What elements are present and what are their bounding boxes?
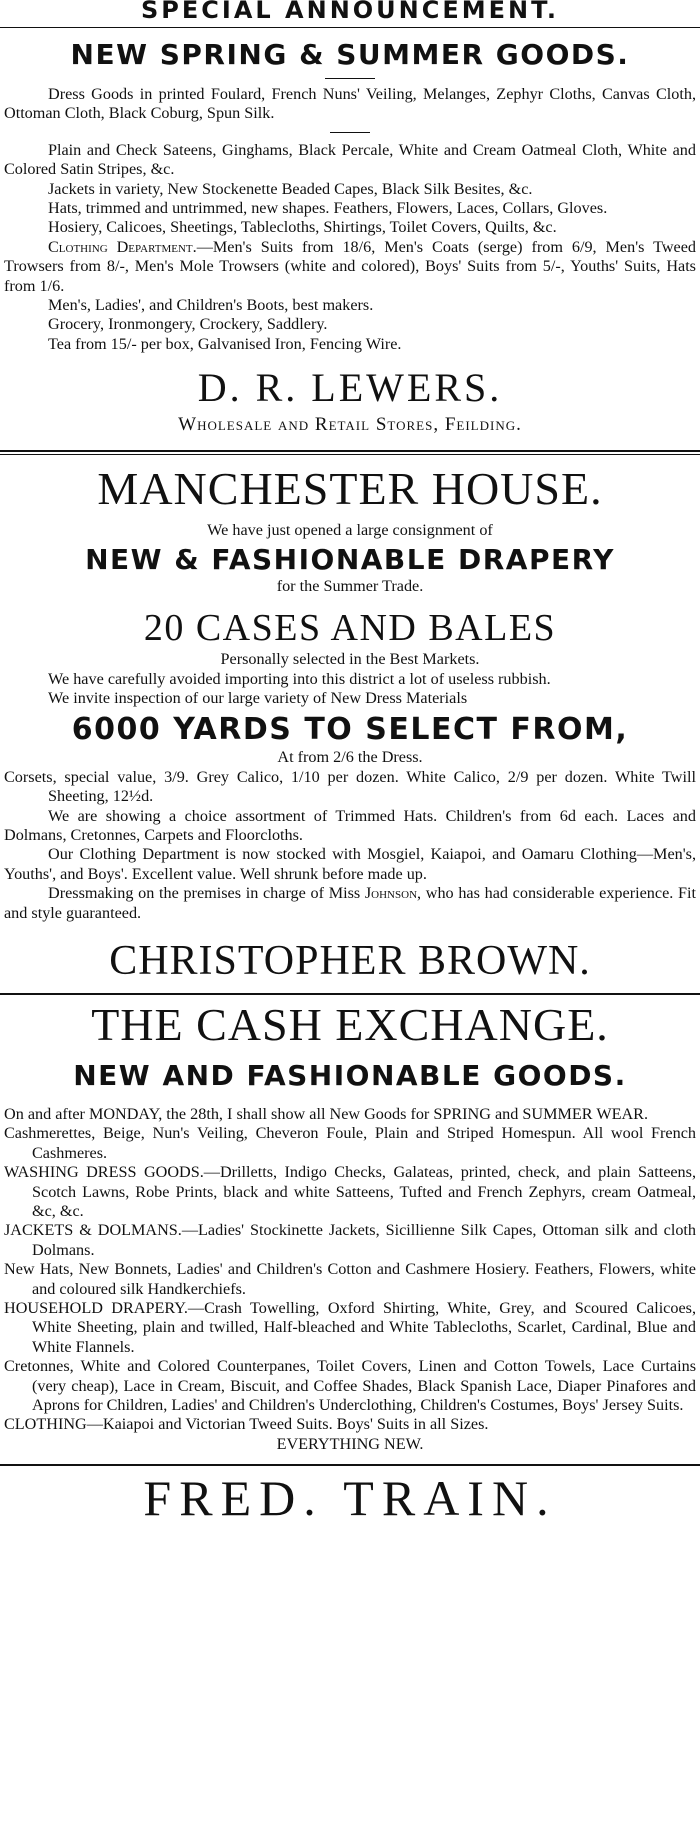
- ad2-title: MANCHESTER HOUSE.: [97, 463, 603, 515]
- ad3-paragraph: JACKETS & DOLMANS.—Ladies' Stockinette Jackets, Sicillienne Silk Capes, Ottoman silk and cloth Dolmans.: [4, 1221, 696, 1259]
- section-divider: [0, 993, 700, 995]
- ad3-title: THE CASH EXCHANGE.: [91, 998, 609, 1050]
- ad1-paragraph: Plain and Check Sateens, Ginghams, Black Percale, White and Cream Oatmeal Cloth, White and Colored Satin Stripes, &c.: [4, 140, 696, 179]
- ad3-closing: EVERYTHING NEW.: [276, 1434, 424, 1453]
- ad-cash-exchange: [0, 999, 700, 1528]
- ad2-body-2: [4, 748, 696, 923]
- ad1-line: Men's, Ladies', and Children's Boots, best makers.: [48, 296, 374, 315]
- ad1-line: Tea from 15/- per box, Galvanised Iron, Fencing Wire.: [48, 334, 402, 353]
- ad1-headline: NEW SPRING & SUMMER GOODS.: [70, 38, 630, 71]
- ad2-paragraph: We invite inspection of our large variety of New Dress Materials: [48, 688, 468, 707]
- ad3-paragraph: Cashmerettes, Beige, Nun's Veiling, Cheveron Foule, Plain and Striped Homespun. All wool French Cashmeres.: [4, 1124, 696, 1162]
- ad1-small-divider: [330, 132, 370, 133]
- ad2-paragraph: Our Clothing Department is now stocked with Mosgiel, Kaiapoi, and Oamaru Clothing—Men's, Youths', and Boys'. Excellent value. Well shrunk before made up.: [4, 845, 696, 883]
- ad2-headline: NEW & FASHIONABLE DRAPERY: [85, 542, 615, 576]
- ad2-dress-pre: Dressmaking on the premises in charge of Miss: [48, 884, 365, 903]
- ad-manchester-house: [0, 463, 700, 985]
- ad1-paragraph: Dress Goods in printed Foulard, French Nuns' Veiling, Melanges, Zephyr Cloths, Canvas Cloth, Ottoman Cloth, Black Coburg, Spun Silk.: [4, 85, 696, 123]
- ad3-paragraph: HOUSEHOLD DRAPERY.—Crash Towelling, Oxford Shirting, White, Grey, and Scoured Calicoes, White Sheeting, plain and twilled, Half-bleached and White Tablecloths, Scarlet, Cardinal, Blue and White Flannels.: [4, 1299, 696, 1356]
- ad2-body: [4, 650, 696, 708]
- ad2-signature: CHRISTOPHER BROWN.: [109, 937, 591, 984]
- ad3-paragraph: CLOTHING—Kaiapoi and Victorian Tweed Suits. Boys' Suits in all Sizes.: [4, 1415, 489, 1434]
- ad3-signature: FRED. TRAIN.: [143, 1470, 557, 1527]
- ad2-dress-name: Johnson: [364, 884, 418, 903]
- ad3-signature-rule: [0, 1464, 700, 1466]
- ad2-paragraph: We are showing a choice assortment of Trimmed Hats. Children's from 6d each. Laces and Dolmans, Cretonnes, Carpets and Floorcloths.: [4, 806, 696, 844]
- ad3-paragraph: New Hats, New Bonnets, Ladies' and Children's Cotton and Cashmere Hosiery. Feathers, Flowers, white and coloured silk Handkerchiefs.: [4, 1260, 696, 1298]
- section-divider: [0, 450, 700, 455]
- ad2-line: Personally selected in the Best Markets.: [220, 650, 480, 669]
- ad1-signature: D. R. LEWERS.: [197, 365, 503, 411]
- ad2-headline2: 20 CASES AND BALES: [143, 607, 557, 650]
- ad1-clothing-label: Clothing Department.: [48, 237, 197, 256]
- ad2-paragraph: We have carefully avoided importing into this district a lot of useless rubbish.: [48, 669, 551, 688]
- ad3-paragraph: On and after MONDAY, the 28th, I shall show all New Goods for SPRING and SUMMER WEAR.: [4, 1104, 649, 1123]
- ad2-headline3: 6000 YARDS TO SELECT FROM,: [71, 712, 629, 748]
- ad1-title-rule: [0, 27, 700, 28]
- ad3-body: [4, 1105, 696, 1454]
- ad2-dress-post: , who has had considerable experience. Fit and style guaranteed.: [4, 884, 696, 922]
- ad1-clothing-text: —Men's Suits from 18/6, Men's Coats (serge) from 6/9, Men's Tweed Trowsers from 8/-, Men's Mole Trowsers (white and colored), Boys' Suits from 5/-, Youths' Suits, Hats from 1/6.: [4, 237, 696, 295]
- ad1-paragraph: Jackets in variety, New Stockenette Beaded Capes, Black Silk Besites, &c.: [48, 179, 533, 198]
- ad1-line: Grocery, Ironmongery, Crockery, Saddlery.: [48, 315, 328, 334]
- ad1-divider: [325, 78, 375, 79]
- ad-lewers: [0, 0, 700, 436]
- ad1-title: SPECIAL ANNOUNCEMENT.: [141, 0, 559, 24]
- ad1-clothing-paragraph: [4, 238, 696, 296]
- ad2-paragraph: Corsets, special value, 3/9. Grey Calico, 1/10 per dozen. White Calico, 2/9 per dozen. White Twill Sheeting, 12½d.: [4, 767, 696, 806]
- ad1-body: [4, 85, 696, 354]
- ad2-paragraph: [4, 884, 696, 923]
- ad2-intro: We have just opened a large consignment of: [207, 521, 493, 540]
- ad1-subsignature: Wholesale and Retail Stores, Feilding.: [178, 414, 522, 436]
- ad2-line: At from 2/6 the Dress.: [277, 748, 423, 767]
- ad2-sub-intro: for the Summer Trade.: [276, 576, 424, 595]
- ad3-paragraph: WASHING DRESS GOODS.—Drilletts, Indigo Checks, Galateas, printed, check, and plain Satteens, Scotch Lawns, Robe Prints, black and white Satteens, Tufted and French Zephyrs, cream Oatmeal, &c, &c.: [4, 1163, 696, 1220]
- ad3-headline: NEW AND FASHIONABLE GOODS.: [73, 1058, 627, 1092]
- ad3-paragraph: Cretonnes, White and Colored Counterpanes, Toilet Covers, Linen and Cotton Towels, Lace Curtains (very cheap), Lace in Cream, Biscuit, and Coffee Shades, Black Spanish Lace, Diaper Pinafores and Aprons for Children, Ladies' and Children's Underclothing, Children's Costumes, Boys' Jersey Suits.: [4, 1357, 696, 1415]
- ad1-paragraph: Hosiery, Calicoes, Sheetings, Tablecloths, Shirtings, Toilet Covers, Quilts, &c.: [48, 218, 557, 237]
- ad1-paragraph: Hats, trimmed and untrimmed, new shapes. Feathers, Flowers, Laces, Collars, Gloves.: [48, 199, 608, 218]
